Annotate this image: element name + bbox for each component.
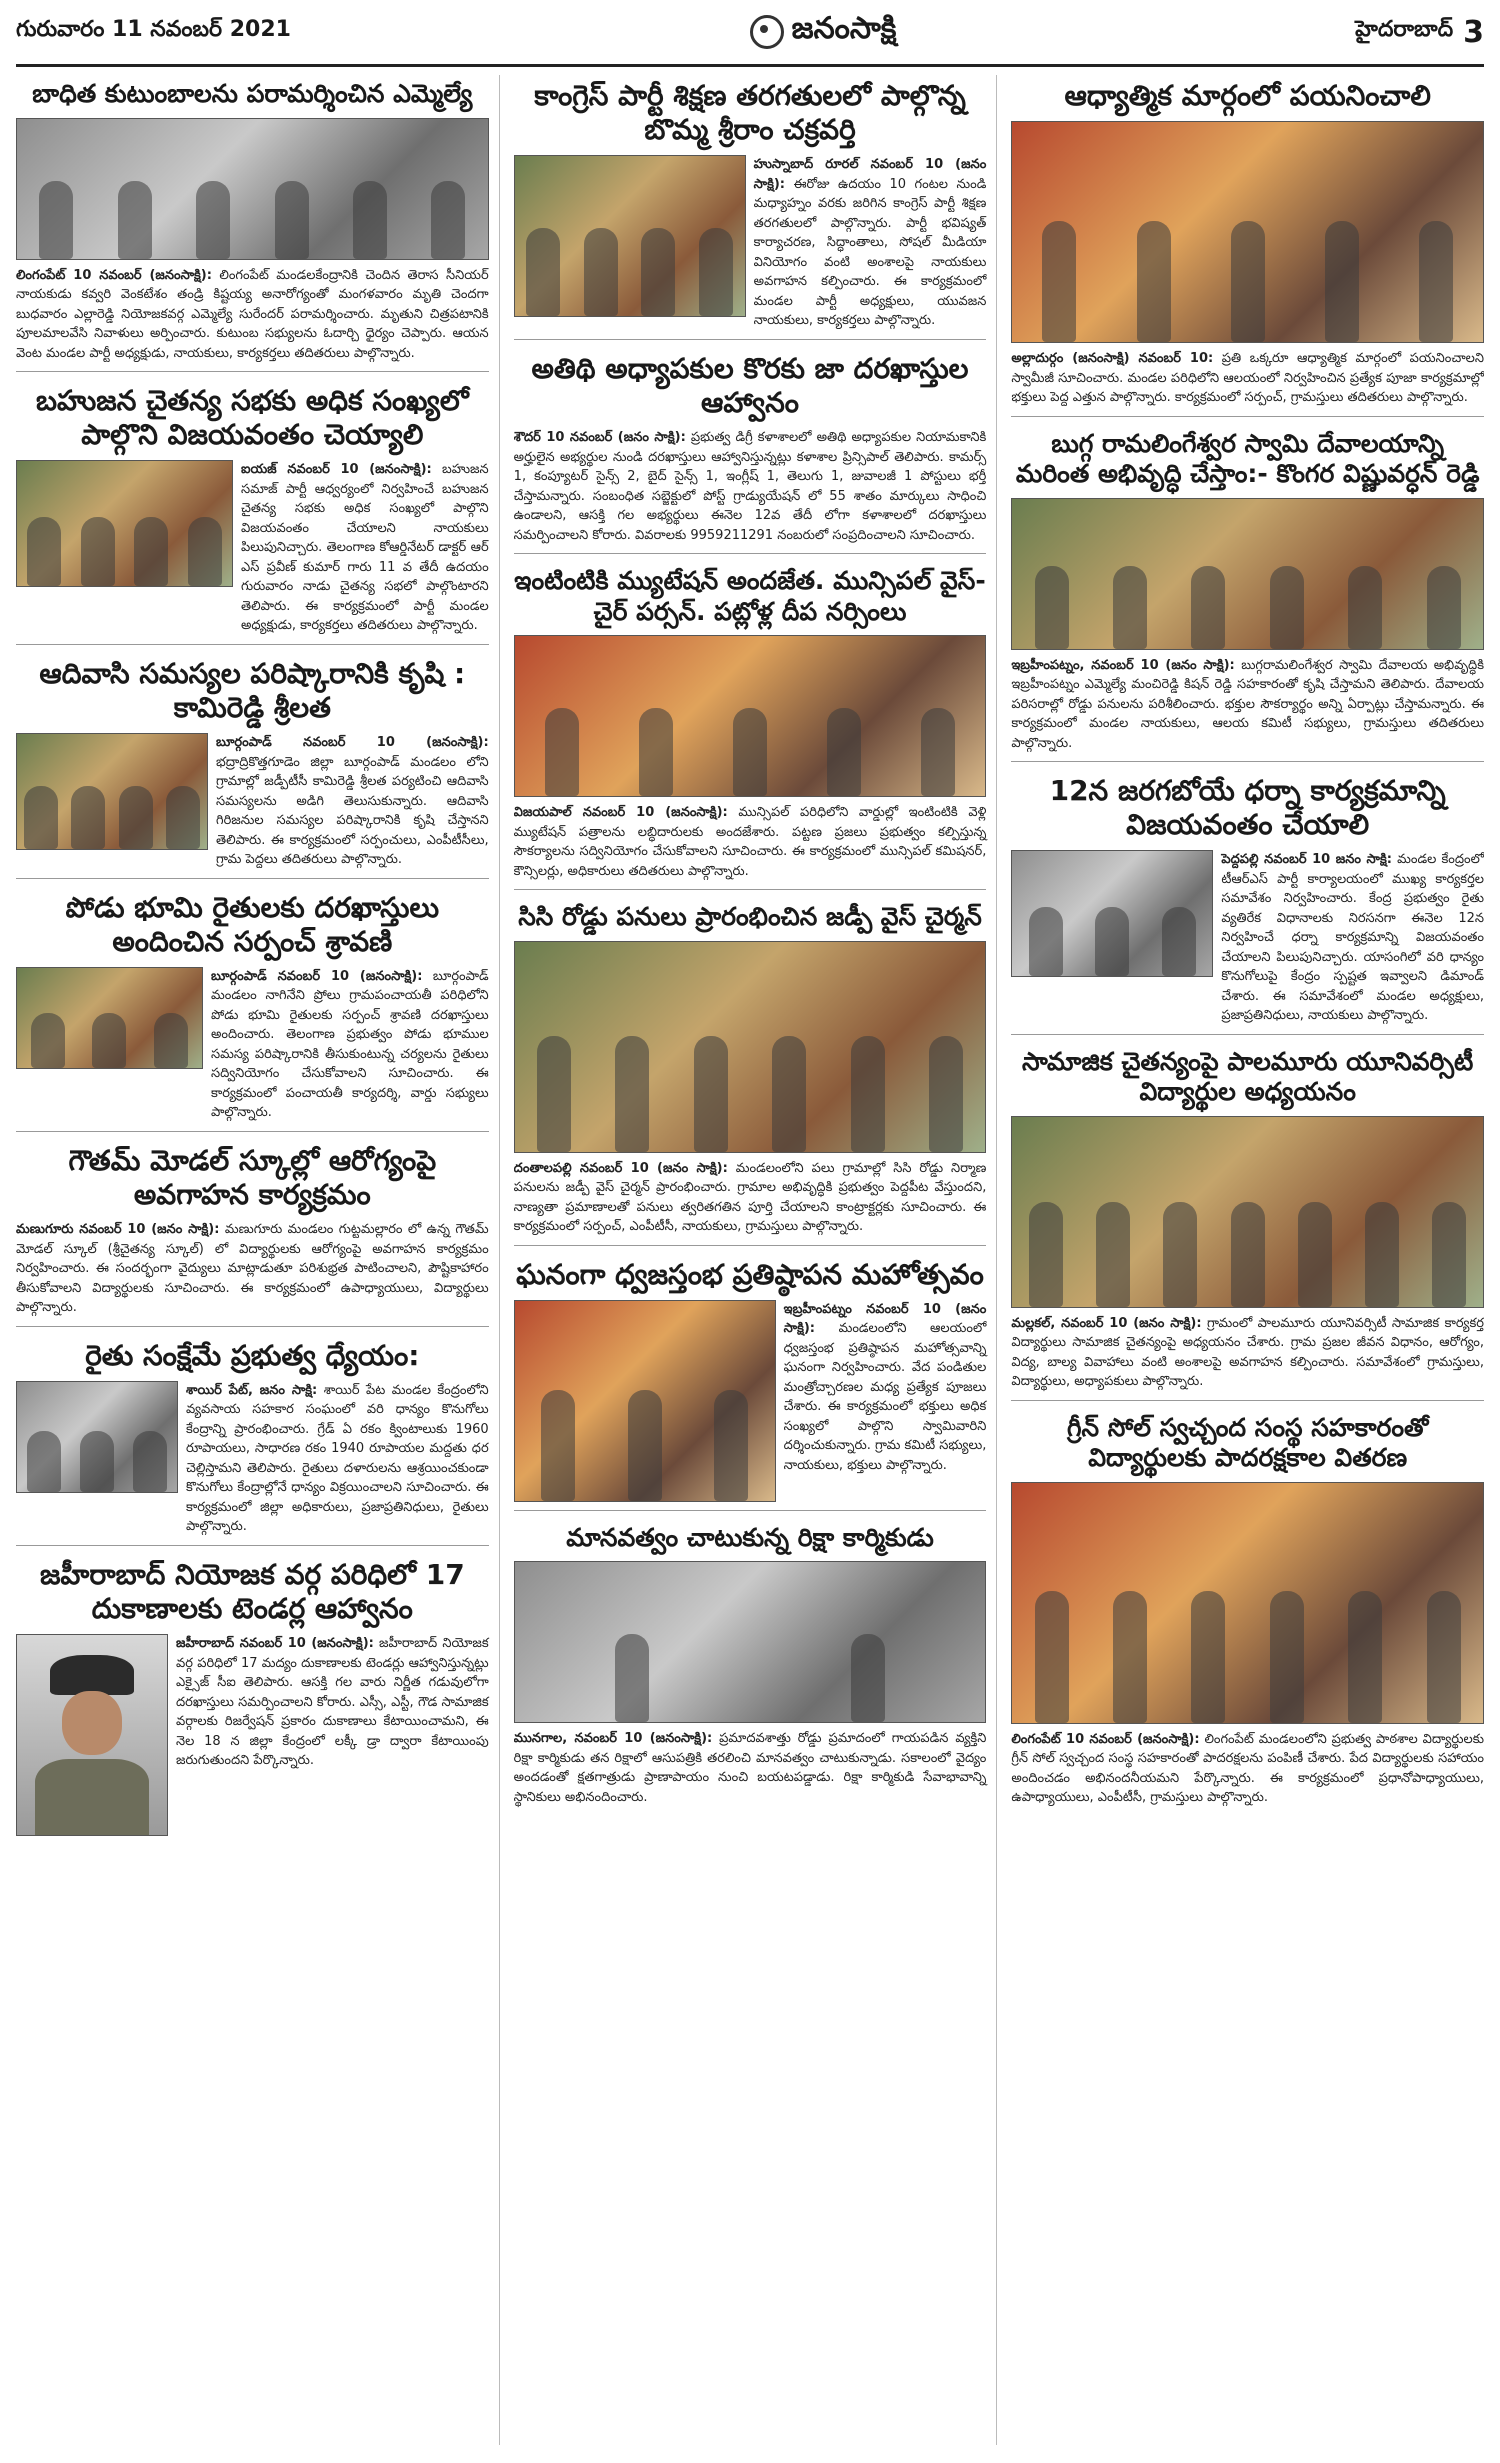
byline: ఐయజ్ నవంబర్ 10 (జనంసాక్షి): xyxy=(241,462,432,478)
article-tenders xyxy=(16,1554,489,1844)
byline: మణుగూరు నవంబర్ 10 (జనం సాక్షి): xyxy=(16,1222,220,1238)
article-cc-road xyxy=(514,898,987,1246)
article-photo xyxy=(1011,1116,1484,1308)
article-mutation xyxy=(514,562,987,890)
column-left xyxy=(16,75,500,2445)
page-number: 3 xyxy=(1463,14,1484,50)
article-photo xyxy=(16,460,233,587)
byline: జహీరాబాద్ నవంబర్ 10 (జనంసాక్షి): xyxy=(176,1636,374,1652)
article-photo xyxy=(16,118,489,260)
article-farmer-welfare xyxy=(16,1335,489,1546)
article-photo xyxy=(1011,1482,1484,1724)
article-photo xyxy=(1011,121,1484,343)
article-body xyxy=(176,1634,489,1836)
article-text: భద్రాద్రికొత్తగూడెం జిల్లా బూర్గంపాడ్ మండలం లోని గ్రామాల్లో జడ్పీటీసీ కామిరెడ్డి శ్రీలత పర్యటించి ఆదివాసి సమస్యలను అడిగి తెలుసుకున్నారు. ఆదివాసి గిరిజనుల సమస్యల పరిష్కారానికి కృషి చేస్తానని తెలిపారు. ఈ కార్యక్రమంలో సర్పంచులు, ఎంపీటీసీలు, గ్రామ పెద్దలు తదితరులు పాల్గొన్నారు. xyxy=(216,754,489,868)
byline: బూర్గంపాడ్ నవంబర్ 10 (జనంసాక్షి): xyxy=(211,968,423,984)
brand-logo-icon xyxy=(750,15,784,49)
article-text: బుగ్గరామలింగేశ్వర స్వామి దేవాలయ అభివృద్ధికి ఇబ్రహీంపట్నం ఎమ్మెల్యే మంచిరెడ్డి కిషన్ రెడ్డి సహకారంతో కృషి చేస్తామని తెలిపారు. దేవాలయ పరిసరాల్లో రోడ్డు పనులను పరిశీలించారు. భక్తుల సౌకర్యార్థం అన్ని ఏర్పాట్లు చేస్తామన్నారు. ఈ కార్యక్రమంలో మండల నాయకులు, ఆలయ కమిటీ సభ్యులు, గ్రామస్తులు తదితరులు పాల్గొన్నారు. xyxy=(1011,657,1485,751)
column-middle xyxy=(514,75,998,2445)
article-bsp-meeting xyxy=(16,380,489,645)
byline: బూర్గంపాడ్ నవంబర్ 10 (జనంసాక్షి): xyxy=(216,735,489,751)
article-body xyxy=(1011,1314,1484,1392)
article-text: మండల కేంద్రంలో టీఆర్ఎస్ పార్టీ కార్యాలయంలో ముఖ్య కార్యకర్తల సమావేశం నిర్వహించారు. కేంద్ర ప్రభుత్వం రైతు వ్యతిరేక విధానాలకు నిరసనగా ఈనెల 12న నిర్వహించే ధర్నా కార్యక్రమాన్ని విజయవంతం చేయాలని పిలుపునిచ్చారు. యాసంగిలో వరి ధాన్యం కొనుగోలుపై కేంద్రం స్పష్టత ఇవ్వాలని డిమాండ్ చేశారు. ఈ సమావేశంలో మండల అధ్యక్షులు, ప్రజాప్రతినిధులు, నాయకులు పాల్గొన్నారు. xyxy=(1221,852,1485,1024)
article-photo xyxy=(16,733,208,850)
headline: రైతు సంక్షేమే ప్రభుత్వ ధ్యేయం: xyxy=(85,1338,420,1372)
article-text: ప్రతి ఒక్కరూ ఆధ్యాత్మిక మార్గంలో పయనించాలని స్వామీజీ సూచించారు. మండల పరిధిలోని ఆలయంలో నిర్వహించిన ప్రత్యేక పూజా కార్యక్రమాల్లో భక్తులు పెద్ద ఎత్తున పాల్గొన్నారు. కార్యక్రమంలో సర్పంచ్, గ్రామస్తులు తదితరులు పాల్గొన్నారు. xyxy=(1011,351,1485,406)
article-footwear-distribution xyxy=(1011,1409,1484,1816)
article-text: మండలంలోని పలు గ్రామాల్లో సిసి రోడ్డు నిర్మాణ పనులను జడ్పీ వైస్ చైర్మన్ ప్రారంభించారు. గ్రామాల అభివృద్ధికి ప్రభుత్వం పెద్దపీట వేస్తుందని, నాణ్యతా ప్రమాణాలతో పనులు త్వరితగతిన పూర్తి చేయాలని కాంట్రాక్టర్లకు సూచించారు. ఈ కార్యక్రమంలో సర్పంచ్, ఎంపీటీసీ, నాయకులు, గ్రామస్తులు పాల్గొన్నారు. xyxy=(513,1160,987,1235)
headline: బహుజన చైతన్య సభకు అధిక సంఖ్యలో పాల్గొని విజయవంతం చెయ్యాలి xyxy=(35,384,469,452)
byline: మునగాల, నవంబర్ 10 (జనంసాక్షి): xyxy=(513,1731,713,1747)
article-podu-land xyxy=(16,887,489,1132)
byline: లింగంపేట్ 10 నవంబర్ (జనంసాక్షి): xyxy=(16,267,212,283)
article-text: మున్సిపల్ పరిధిలోని వార్డుల్లో ఇంటింటికి వెళ్లి మ్యుటేషన్ పత్రాలను లబ్ధిదారులకు అందజేశారు. పట్టణ ప్రజలు ప్రభుత్వం కల్పిస్తున్న సౌకర్యాలను సద్వినియోగం చేసుకోవాలని సూచించారు. ఈ కార్యక్రమంలో మున్సిపల్ కమిషనర్, కౌన్సిలర్లు, అధికారులు తదితరులు పాల్గొన్నారు. xyxy=(513,805,987,879)
headline: గ్రీన్ సోల్ స్వచ్చంద సంస్థ సహకారంతో విద్యార్థులకు పాదరక్షకాల వితరణ xyxy=(1066,1412,1429,1473)
officer-portrait xyxy=(16,1634,168,1836)
article-text: మండలంలోని ఆలయంలో ధ్వజస్తంభ ప్రతిష్ఠాపన మహోత్సవాన్ని ఘనంగా నిర్వహించారు. వేద పండితుల మంత్రోచ్చారణల మధ్య ప్రత్యేక పూజలు చేశారు. ఈ కార్యక్రమంలో భక్తులు అధిక సంఖ్యలో పాల్గొని స్వామివారిని దర్శించుకున్నారు. గ్రామ కమిటీ సభ్యులు, నాయకులు, భక్తులు పాల్గొన్నారు. xyxy=(783,1321,987,1473)
article-body xyxy=(16,1220,489,1318)
city-name: హైదరాబాద్ xyxy=(1355,17,1454,42)
article-text: బూర్గంపాడ్ మండలం నాగినేని ప్రోలు గ్రామపంచాయతీ పరిధిలోని పోడు భూమి రైతులకు సర్పంచ్ శ్రావణి దరఖాస్తులు అందించారు. తెలంగాణ ప్రభుత్వం పోడు భూముల సమస్య పరిష్కారానికి తీసుకుంటున్న చర్యలను రైతులు సద్వినియోగం చేసుకోవాలని సూచించారు. ఈ కార్యక్రమంలో పంచాయతీ కార్యదర్శి, వార్డు సభ్యులు పాల్గొన్నారు. xyxy=(211,968,489,1121)
article-body xyxy=(514,428,987,545)
headline: మానవత్వం చాటుకున్న రిక్షా కార్మికుడు xyxy=(566,1522,934,1552)
article-guest-lecturers xyxy=(514,348,987,554)
columns xyxy=(16,75,1484,2445)
article-photo xyxy=(514,1561,987,1723)
headline: గౌతమ్ మోడల్ స్కూల్లో ఆరోగ్యంపై అవగాహన కార్యక్రమం xyxy=(68,1143,437,1212)
article-congress-training xyxy=(514,75,987,340)
article-body xyxy=(514,1159,987,1237)
article-photo xyxy=(514,635,987,797)
article-mla-visit xyxy=(16,75,489,372)
article-body xyxy=(1011,656,1484,754)
article-rickshaw-puller xyxy=(514,1519,987,1816)
article-body xyxy=(514,1729,987,1807)
article-body xyxy=(186,1381,489,1537)
article-dharna xyxy=(1011,770,1484,1035)
article-text: జహీరాబాద్ నియోజక వర్గ పరిధిలో 17 మద్యం దుకాణాలకు టెండర్లు ఆహ్వానిస్తున్నట్లు ఎక్సైజ్ సీఐ తెలిపారు. ఆసక్తి గల వారు నిర్ణీత గడువులోగా దరఖాస్తులు సమర్పించాలని కోరారు. ఎస్సీ, ఎస్టీ, గౌడ సామాజిక వర్గాలకు రిజర్వేషన్ ప్రకారం దుకాణాలు కేటాయించామని, ఈ నెల 18 న జిల్లా కేంద్రంలో లక్కీ డ్రా ద్వారా కేటాయింపు జరుగుతుందని పేర్కొన్నారు. xyxy=(176,1636,489,1769)
article-spiritual-path xyxy=(1011,75,1484,417)
article-text: మణుగూరు మండలం గుట్టమల్లారం లో ఉన్న గౌతమ్ మోడల్ స్కూల్ (శ్రీచైతన్య స్కూల్) లో విద్యార్థులకు ఆరోగ్యంపై అవగాహన కార్యక్రమం నిర్వహించారు. ఈ సందర్భంగా వైద్యులు మాట్లాడుతూ పరిశుభ్రత పాటించాలని, పౌష్టికాహారం తీసుకోవాలని విద్యార్థులకు సూచించారు. ఈ కార్యక్రమంలో ఉపాధ్యాయులు, విద్యార్థులు పాల్గొన్నారు. xyxy=(16,1222,489,1316)
article-photo xyxy=(16,1381,178,1493)
headline: ఘనంగా ధ్వజస్తంభ ప్రతిష్ఠాపన మహోత్సవం xyxy=(516,1257,984,1291)
headline: బుగ్గ రామలింగేశ్వర స్వామి దేవాలయాన్ని మరింత అభివృద్ధి చేస్తాం:- కొంగర విష్ణువర్ధన్ రెడ్డి xyxy=(1015,428,1480,489)
headline: అతిథి అధ్యాపకుల కొరకు జా దరఖాస్తుల ఆహ్వానం xyxy=(531,351,969,419)
byline: మల్లకల్, నవంబర్ 10 (జనం సాక్షి): xyxy=(1011,1315,1202,1331)
article-temple-development xyxy=(1011,425,1484,763)
headline: పోడు భూమి రైతులకు దరఖాస్తులు అందించిన సర్పంచ్ శ్రావణి xyxy=(65,890,440,958)
article-text: ఈరోజు ఉదయం 10 గంటల నుండి మధ్యాహ్నం వరకు జరిగిన కాంగ్రెస్ పార్టీ శిక్షణ తరగతులలో పాల్గొన్నారు. పార్టీ భవిష్యత్ కార్యాచరణ, సిద్ధాంతాలు, సోషల్ మీడియా వినియోగం వంటి అంశాలపై నాయకులు అవగాహన కల్పించారు. ఈ కార్యక్రమంలో మండల పార్టీ అధ్యక్షులు, యువజన నాయకులు, కార్యకర్తలు పాల్గొన్నారు. xyxy=(753,176,987,329)
headline: జహీరాబాద్ నియోజక వర్గ పరిధిలో 17 దుకాణాలకు టెండర్ల ఆహ్వానం xyxy=(39,1557,465,1626)
headline: సిసి రోడ్డు పనులు ప్రారంభించిన జడ్పీ వైస్ చైర్మన్ xyxy=(518,902,982,932)
article-body xyxy=(514,803,987,881)
article-text: బహుజన సమాజ్ పార్టీ ఆధ్వర్యంలో నిర్వహించే బహుజన చైతన్య సభకు అధిక సంఖ్యలో పాల్గొని విజయవంతం చేయాలని నాయకులు పిలుపునిచ్చారు. తెలంగాణ కోఆర్డినేటర్ డాక్టర్ ఆర్ ఎస్ ప్రవీణ్ కుమార్ గారు 11 వ తేదీ ఉదయం గురువారం నాడు చైతన్య సభలో పాల్గొంటారని తెలిపారు. ఈ కార్యక్రమంలో పార్టీ మండల అధ్యక్షుడు, కార్యకర్తలు తదితరులు పాల్గొన్నారు. xyxy=(241,462,489,634)
article-photo xyxy=(16,967,203,1069)
byline: హుస్నాబాద్ రూరల్ నవంబర్ 10 (జనం సాక్షి): xyxy=(753,157,987,192)
headline: 12న జరగబోయే ధర్నా కార్యక్రమాన్ని విజయవంతం చేయాలి xyxy=(1049,774,1446,842)
masthead xyxy=(16,0,1484,67)
headline: బాధిత కుటుంబాలను పరామర్శించిన ఎమ్మెల్యే xyxy=(32,79,473,108)
article-text: ప్రభుత్వ డిగ్రీ కళాశాలలో అతిథి అధ్యాపకుల నియామకానికి అర్హులైన అభ్యర్థుల నుండి దరఖాస్తులు ఆహ్వానిస్తున్నట్లు కళాశాల ప్రిన్సిపాల్ తెలిపారు. కామర్స్ 1, కంప్యూటర్ సైన్స్ 2, బైద్ సైన్స్ 1, ఇంగ్లీష్ 1, తెలుగు 1, జువాలజీ 1 పోస్టులు భర్తీ చేస్తామన్నారు. సంబంధిత సబ్జెక్టులో పోస్ట్ గ్రాడ్యుయేషన్ లో 55 శాతం మార్కులు సాధించి ఉండాలని, ఆసక్తి గల అభ్యర్థులు ఈనెల 12వ తేదీ లోగా కళాశాలలో దరఖాస్తులు సమర్పించాలని కోరారు. వివరాలకు 9959211291 నంబరులో సంప్రదించాలని సూచించారు. xyxy=(513,430,987,543)
byline: అల్లాదుర్గం (జనంసాక్షి) నవంబర్ 10: xyxy=(1011,351,1214,367)
byline: శాయిర్ పేట్, జనం సాక్షి: xyxy=(186,1382,318,1398)
article-flagpole xyxy=(514,1254,987,1511)
article-text: ప్రమాదవశాత్తు రోడ్డు ప్రమాదంలో గాయపడిన వ్యక్తిని రిక్షా కార్మికుడు తన రిక్షాలో ఆసుపత్రికి తరలించి మానవత్వం చాటుకున్నాడు. సకాలంలో వైద్యం అందడంతో క్షతగాత్రుడు ప్రాణాపాయం నుంచి బయటపడ్డాడు. రిక్షా కార్మికుడి సేవాభావాన్ని స్థానికులు అభినందించారు. xyxy=(513,1731,987,1805)
article-body xyxy=(16,266,489,364)
article-text: లింగంపేట్ మండలకేంద్రానికి చెందిన తెరాస సీనియర్ నాయకుడు కవ్వరి వెంకటేశం తండ్రి కిష్టయ్య అనారోగ్యంతో మంగళవారం మృతి చెందగా బుధవారం ఎల్లారెడ్డి నియోజకవర్గ ఎమ్మెల్యే సురేందర్ పరామర్శించారు. మృతుని చిత్రపటానికి పూలమాలవేసి నివాళులు అర్పించారు. కుటుంబ సభ్యులను ఓదార్చి ధైర్యం చెప్పారు. ఆయన వెంట మండల పార్టీ అధ్యక్షుడు, నాయకులు, కార్యకర్తలు తదితరులు పాల్గొన్నారు. xyxy=(16,267,489,361)
article-photo xyxy=(514,941,987,1153)
byline: శౌదర్ 10 నవంబర్ (జనం సాక్షి): xyxy=(513,430,686,446)
headline: ఇంటింటికి మ్యుటేషన్ అందజేత. మున్సిపల్ వైస్-చైర్ పర్సన్. పట్లోళ్ల దీప నర్సింలు xyxy=(514,566,986,626)
article-adivasi xyxy=(16,653,489,879)
brand xyxy=(750,11,897,53)
article-university-study xyxy=(1011,1043,1484,1401)
brand-name: జనంసాక్షి xyxy=(791,11,897,46)
article-text: శాయిర్ పేట మండల కేంద్రంలోని వ్యవసాయ సహకార సంఘంలో వరి ధాన్యం కొనుగోలు కేంద్రాన్ని ప్రారంభించారు. గ్రేడ్ ఏ రకం క్వింటాలుకు 1960 రూపాయలు, సాధారణ రకం 1940 రూపాయల మద్దతు ధర చెల్లిస్తామని తెలిపారు. రైతులు దళారులను ఆశ్రయించకుండా కొనుగోలు కేంద్రాల్లోనే ధాన్యం విక్రయించాలని సూచించారు. ఈ కార్యక్రమంలో జిల్లా అధికారులు, ప్రజాప్రతినిధులు, రైతులు పాల్గొన్నారు. xyxy=(186,1382,489,1535)
issue-date: గురువారం 11 నవంబర్ 2021 xyxy=(16,17,291,42)
byline: ఇబ్రహీంపట్నం నవంబర్ 10 (జనం సాక్షి): xyxy=(783,1301,987,1337)
article-text: లింగంపేట్ మండలంలోని ప్రభుత్వ పాఠశాల విద్యార్థులకు గ్రీన్ సోల్ స్వచ్చంద సంస్థ సహకారంతో పాదరక్షలను పంపిణీ చేశారు. పేద విద్యార్థులకు సహాయం అందించడం అభినందనీయమని పేర్కొన్నారు. ఈ కార్యక్రమంలో ప్రధానోపాధ్యాయులు, ఉపాధ్యాయులు, ఎంపీటీసీ, గ్రామస్తులు పాల్గొన్నారు. xyxy=(1011,1731,1485,1806)
headline: ఆధ్యాత్మిక మార్గంలో పయనించాలి xyxy=(1064,79,1431,112)
headline: కాంగ్రెస్ పార్టీ శిక్షణ తరగతులలో పాల్గొన్న బొమ్మ శ్రీరాం చక్రవర్తి xyxy=(534,79,966,147)
article-body xyxy=(1011,349,1484,408)
article-body xyxy=(211,967,489,1123)
byline: పెద్దపల్లి నవంబర్ 10 జనం సాక్షి: xyxy=(1221,852,1392,868)
byline: ఇబ్రహీంపట్నం, నవంబర్ 10 (జనం సాక్షి): xyxy=(1011,657,1235,673)
article-body xyxy=(754,155,987,331)
byline: విజయపాల్ నవంబర్ 10 (జనంసాక్షి): xyxy=(513,805,728,821)
article-body xyxy=(1221,850,1484,1026)
byline: దంతాలపల్లి నవంబర్ 10 (జనం సాక్షి): xyxy=(513,1160,728,1176)
column-right xyxy=(1011,75,1484,2445)
article-health-awareness xyxy=(16,1140,489,1327)
article-photo xyxy=(514,1300,776,1502)
headline: ఆదివాసి సమస్యల పరిష్కారానికి కృషి : కామిరెడ్డి శ్రీలత xyxy=(39,656,466,724)
article-body xyxy=(216,733,489,870)
article-body xyxy=(784,1300,987,1502)
byline: లింగంపేట్ 10 నవంబర్ (జనంసాక్షి): xyxy=(1011,1731,1200,1747)
page-info xyxy=(1355,15,1484,50)
article-body xyxy=(241,460,489,636)
article-photo xyxy=(514,155,746,317)
headline: సామాజిక చైతన్యంపై పాలమూరు యూనివర్సిటీ విద్యార్థుల అధ్యయనం xyxy=(1022,1046,1474,1107)
article-text: గ్రామంలో పాలమూరు యూనివర్సిటీ సామాజిక కార్యకర్త విద్యార్థులు సామాజిక చైతన్యంపై అధ్యయనం చేశారు. గ్రామ ప్రజల జీవన విధానం, ఆరోగ్యం, విద్య, బాల్య వివాహాలు వంటి అంశాలపై అవగాహన కల్పించారు. సమావేశంలో గ్రామస్తులు, విద్యార్థులు, అధ్యాపకులు పాల్గొన్నారు. xyxy=(1011,1315,1485,1390)
article-body xyxy=(1011,1730,1484,1808)
article-photo xyxy=(1011,498,1484,650)
article-photo xyxy=(1011,850,1213,977)
